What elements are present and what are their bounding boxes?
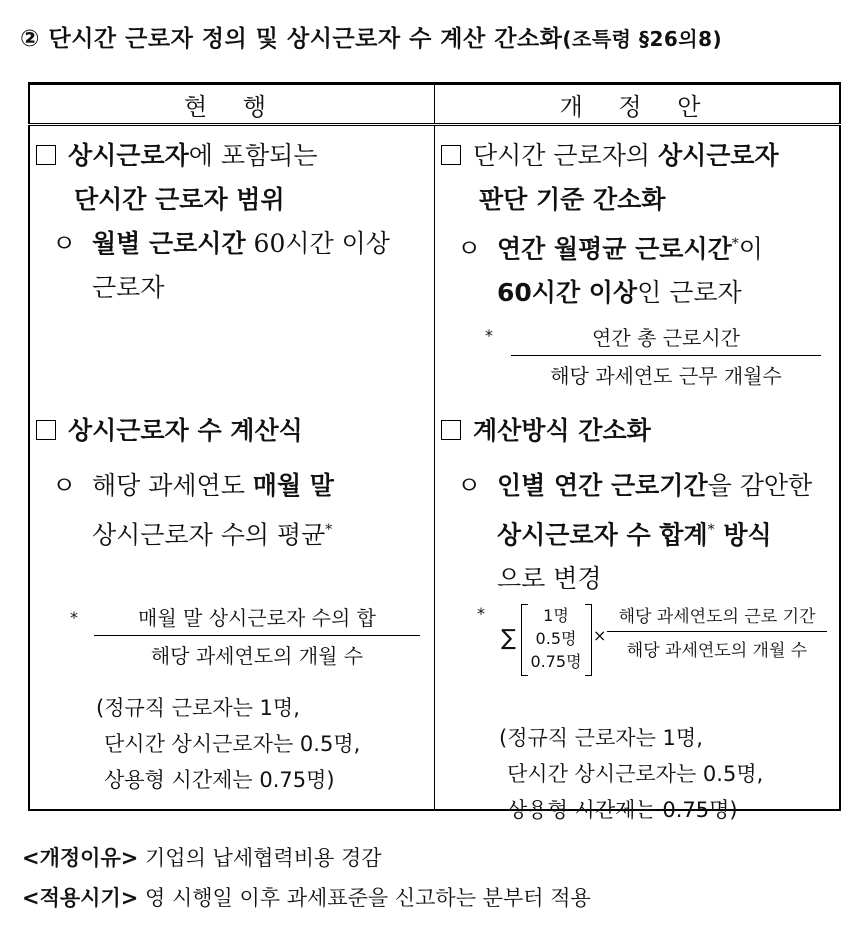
current-formula: 매월 말 상시근로자 수의 합 해당 과세연도의 개월 수 [94, 602, 420, 669]
proposed-bullet-2: ㅇ 인별 연간 근로기간을 감안한 상시근로자 수 합계* 방식 으로 변경 [457, 464, 812, 601]
footnote-star: * [477, 604, 485, 623]
proposed-section-2: 계산방식 간소화 [441, 409, 651, 453]
current-bullet-1: ㅇ 월별 근로시간 60시간 이상 근로자 [52, 222, 390, 310]
header-current: 현 행 [29, 84, 435, 125]
current-column [29, 125, 435, 811]
header-proposed: 개 정 안 [435, 84, 841, 125]
proposed-bullet-1: ㅇ 연간 월평균 근로시간*이 60시간 이상인 근로자 [457, 222, 763, 315]
times-sign: × [593, 626, 607, 645]
checkbox-square-icon [36, 420, 56, 440]
proposed-section-1: 단시간 근로자의 상시근로자 판단 기준 간소화 [441, 134, 779, 222]
circle-bullet-icon: ㅇ [52, 229, 77, 258]
title-main: ② 단시간 근로자 정의 및 상시근로자 수 계산 간소화 [20, 26, 563, 52]
circle-bullet-icon: ㅇ [457, 471, 482, 500]
proposed-column [435, 125, 841, 822]
proposed-formula-2: 해당 과세연도의 근로 기간 해당 과세연도의 개월 수 [607, 602, 827, 661]
title-sub: (조특령 §26의8) [562, 27, 723, 51]
checkbox-square-icon [441, 145, 461, 165]
circle-bullet-icon: ㅇ [457, 234, 482, 264]
effective-date: <적용시기> 영 시행일 이후 과세표준을 신고하는 분부터 적용 [22, 886, 591, 910]
right-bracket [585, 604, 592, 676]
proposed-weights-note: (정규직 근로자는 1명, 단시간 상시근로자는 0.5명, 상용형 시간제는 0.75명) [499, 726, 764, 822]
current-bullet-2: ㅇ 해당 과세연도 매월 말 상시근로자 수의 평균* [52, 464, 334, 557]
sigma-icon: ∑ [501, 626, 516, 651]
current-section-1: 상시근로자에 포함되는 단시간 근로자 범위 [36, 134, 317, 222]
left-bracket [521, 604, 528, 676]
comparison-table [28, 82, 841, 822]
footnote-star: * [485, 326, 493, 345]
footnote-star: * [70, 608, 78, 627]
checkbox-square-icon [441, 420, 461, 440]
checkbox-square-icon [36, 145, 56, 165]
current-section-2: 상시근로자 수 계산식 [36, 409, 303, 453]
page-title [20, 20, 722, 53]
current-weights-note: (정규직 근로자는 1명, 단시간 상시근로자는 0.5명, 상용형 시간제는 0.75명) [96, 696, 361, 792]
proposed-formula-1: 연간 총 근로시간 해당 과세연도 근무 개월수 [511, 322, 821, 389]
revision-reason: <개정이유> 기업의 납세협력비용 경감 [22, 846, 382, 870]
circle-bullet-icon: ㅇ [52, 471, 77, 500]
weights-list: 1명 0.5명 0.75명 [530, 606, 582, 671]
